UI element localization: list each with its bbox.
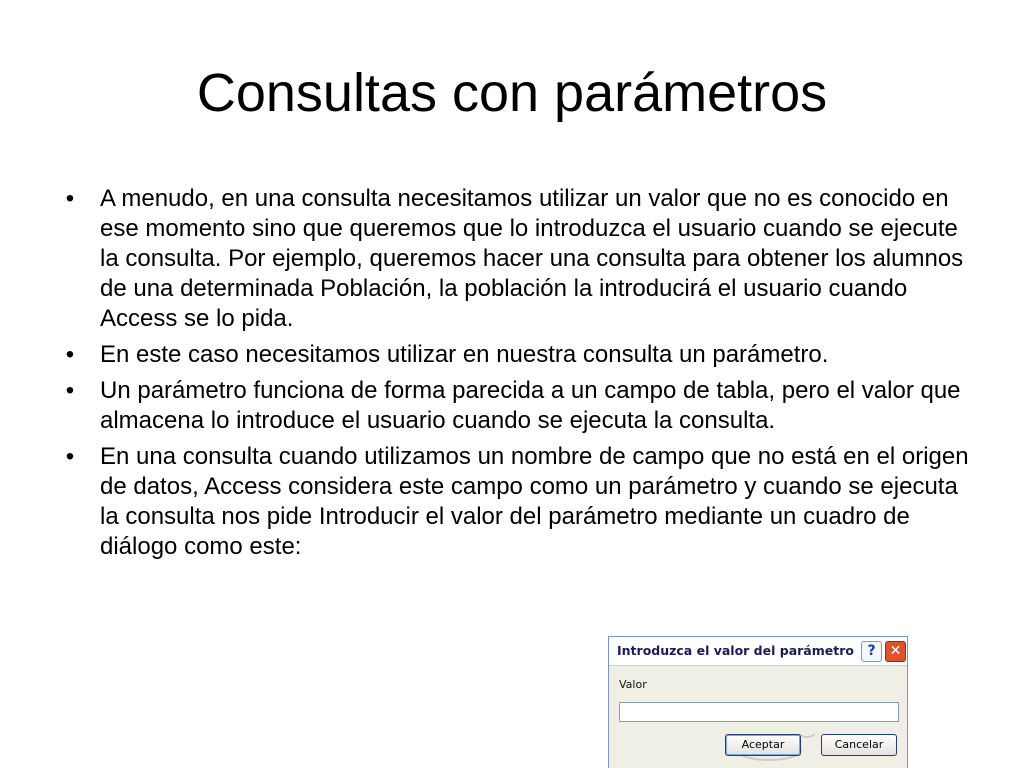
question-mark-icon[interactable]: ? <box>861 641 882 662</box>
bullet-dot: • <box>65 185 75 212</box>
dialog-titlebar <box>609 637 907 666</box>
bullet-item <box>60 184 970 334</box>
dialog-title: Introduzca el valor del parámetro <box>617 643 854 658</box>
bullet-item <box>60 376 970 436</box>
bullet-dot: • <box>65 443 75 470</box>
cancel-button[interactable]: Cancelar <box>821 734 897 756</box>
bullet-text: Un parámetro funciona de forma parecida a un campo de tabla, pero el valor que almacena lo introduce el usuario cuando se ejecuta la consulta. <box>100 377 961 434</box>
close-icon[interactable]: ✕ <box>885 641 906 662</box>
value-input[interactable] <box>619 702 899 722</box>
bullet-text: En este caso necesitamos utilizar en nuestra consulta un parámetro. <box>100 341 829 368</box>
parameter-dialog-screenshot <box>608 636 908 768</box>
bullet-dot: • <box>65 341 75 368</box>
dialog-body <box>609 666 907 768</box>
slide-title: Consultas con parámetros <box>196 63 828 123</box>
value-label: Valor <box>619 678 647 691</box>
bullet-dot: • <box>65 377 75 404</box>
accept-button[interactable]: Aceptar <box>725 734 801 756</box>
bullet-list <box>60 184 970 568</box>
bullet-text: En una consulta cuando utilizamos un nombre de campo que no está en el origen de datos, Access considera este campo como un parámetro y cuando se ejecuta la consulta nos pide Introducir el valor del parámetro mediante un cuadro de diálogo como este: <box>100 443 969 560</box>
bullet-item <box>60 442 970 562</box>
bullet-text: A menudo, en una consulta necesitamos utilizar un valor que no es conocido en ese momento sino que queremos que lo introduzca el usuario cuando se ejecute la consulta. Por ejemplo, queremos hacer una consulta para obtener los alumnos de una determinada Población, la población la introducirá el usuario cuando Access se lo pida. <box>100 185 964 332</box>
bullet-item <box>60 340 970 370</box>
